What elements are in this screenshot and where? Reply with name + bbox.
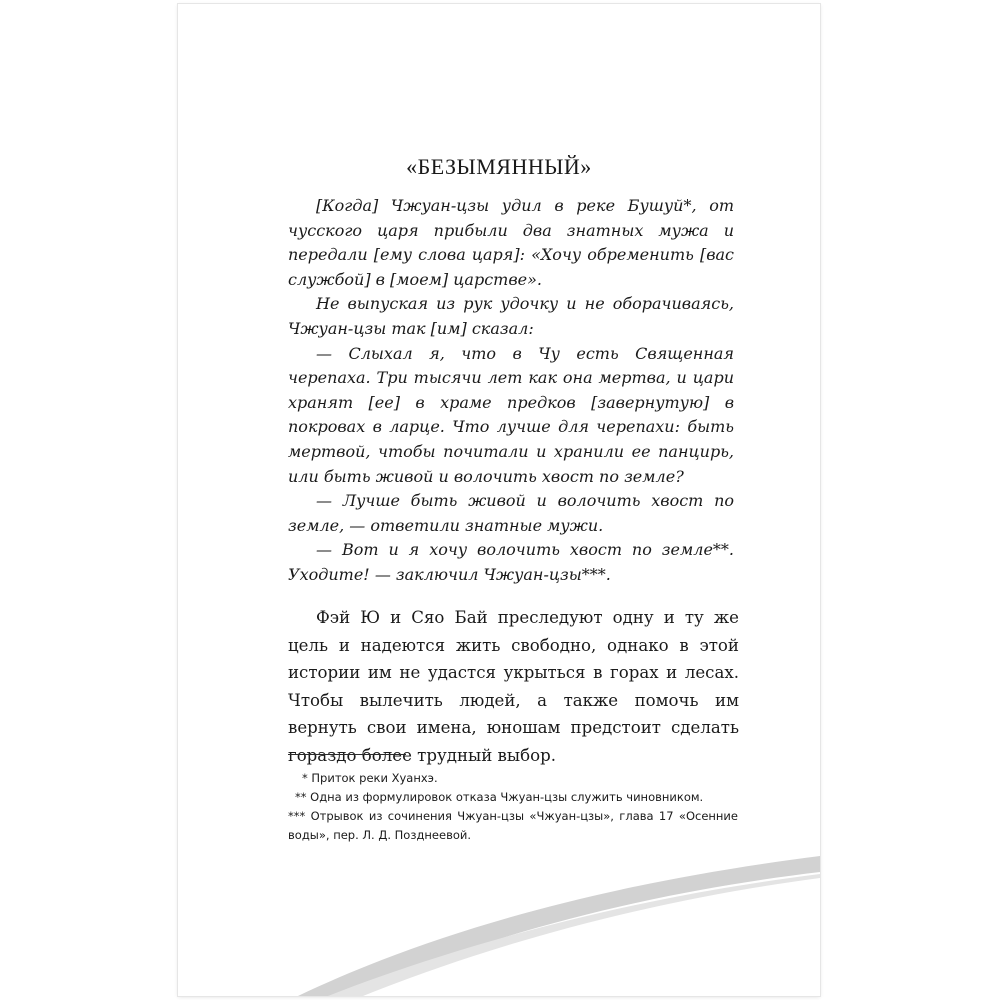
- page-title: «БЕЗЫМЯННЫЙ»: [406, 154, 592, 179]
- epigraph: [288, 194, 734, 588]
- epigraph-paragraph: — Вот и я хочу волочить хвост по земле**. Уходите! — заключил Чжуан-цзы***.: [288, 540, 734, 584]
- book-blurb: Фэй Ю и Сяо Бай преследуют одну и ту же цель и надеются жить свободно, однако в этой истории им не удастся укрыться в горах и лесах. Чтобы вылечить людей, а также помочь им вернуть свои имена, юношам предстоит сделать гораздо более трудный выбор.: [288, 608, 739, 765]
- epigraph-paragraph: Не выпуская из рук удочку и не оборачиваясь, Чжуан-цзы так [им] сказал:: [288, 294, 734, 338]
- book-page: [178, 4, 820, 996]
- footnote: * Приток реки Хуанхэ.: [302, 771, 438, 785]
- footnote: *** Отрывок из сочинения Чжуан-цзы «Чжуан-цзы», глава 17 «Осенние воды», пер. Л. Д. Позднеевой.: [288, 809, 738, 842]
- epigraph-paragraph: [Когда] Чжуан-цзы удил в реке Бушуй*, от чусского царя прибыли два знатных мужа и передали [ему слова царя]: «Хочу обременить [вас службой] в [моем] царстве».: [288, 196, 734, 289]
- footnotes: [288, 769, 738, 845]
- epigraph-paragraph: — Слыхал я, что в Чу есть Священная черепаха. Три тысячи лет как она мертва, и цари хранят [ее] в храме предков [завернутую] в покровах в ларце. Что лучше для черепахи: быть мертвой, чтобы почитали и хранили ее панцирь, или быть живой и волочить хвост по земле?: [288, 343, 734, 486]
- footnote: ** Одна из формулировок отказа Чжуан-цзы служить чиновником.: [295, 790, 704, 804]
- epigraph-paragraph: — Лучше быть живой и волочить хвост по земле, — ответили знатные мужи.: [288, 491, 734, 535]
- footnote-divider: [288, 754, 406, 755]
